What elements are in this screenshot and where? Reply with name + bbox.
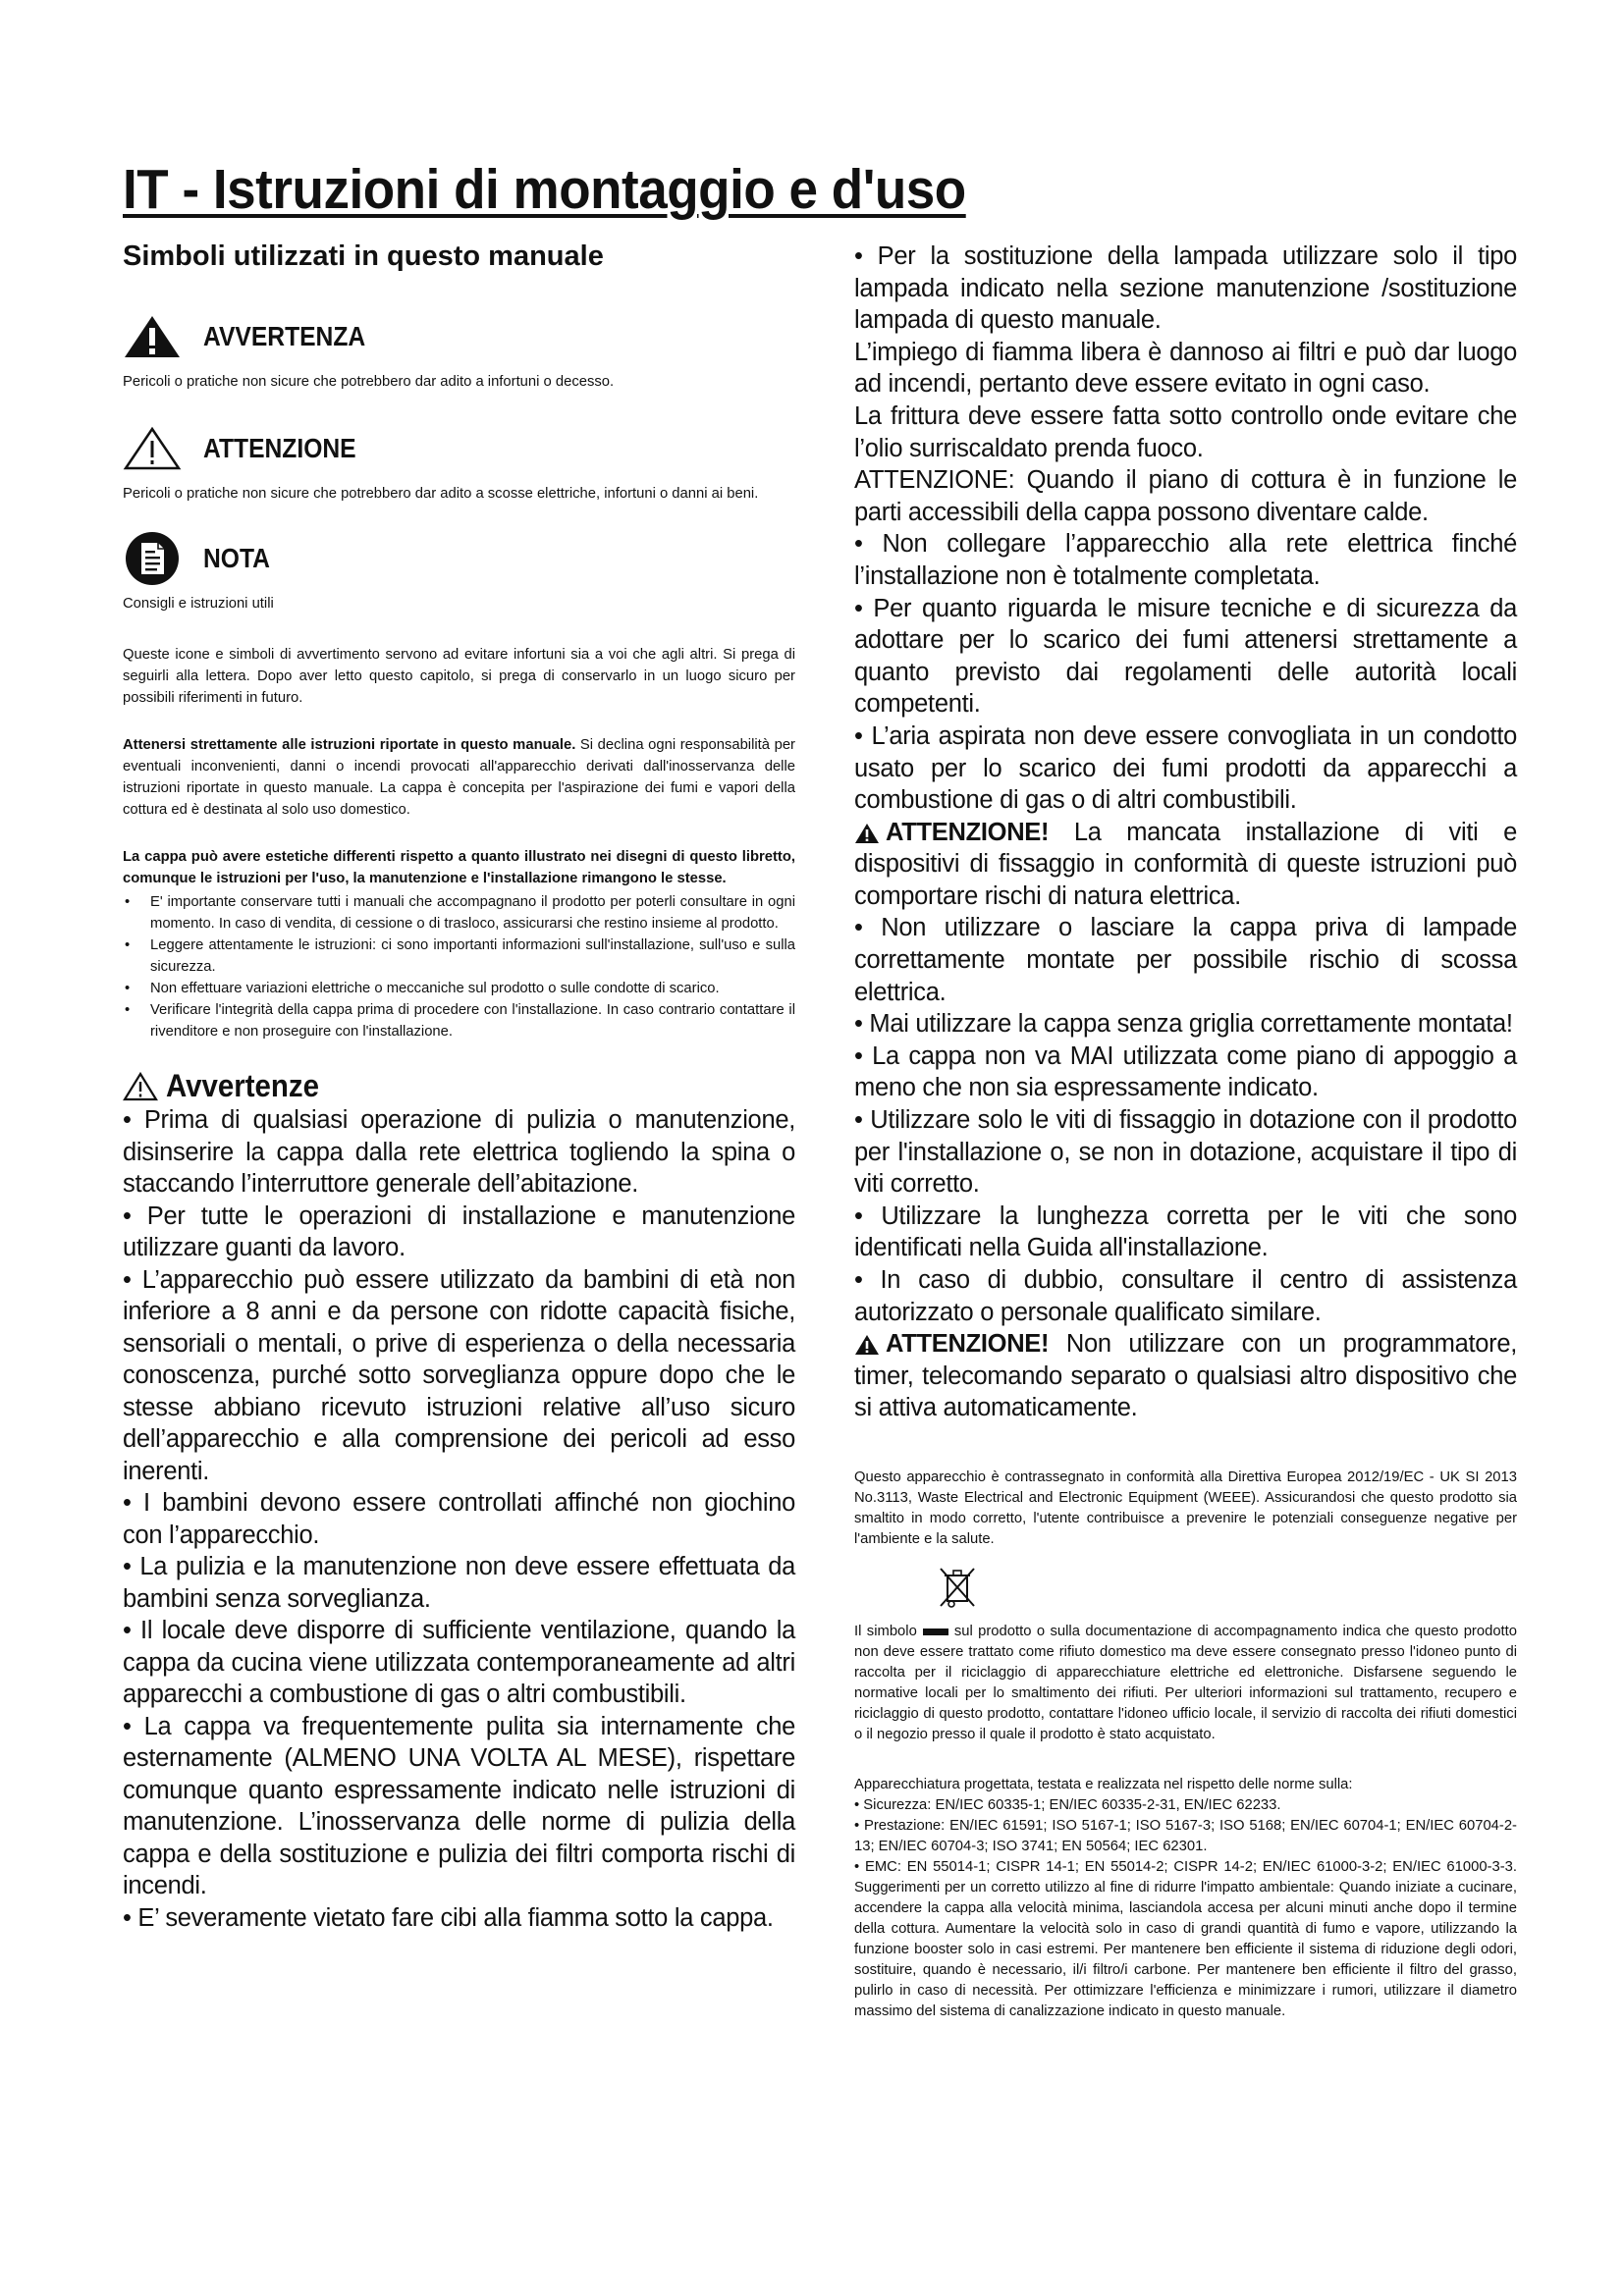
symbol-description: Consigli e istruzioni utili xyxy=(123,596,274,612)
warning-outline-icon xyxy=(123,426,182,471)
intro-bullet-list xyxy=(123,891,795,1042)
weee-symbol-paragraph xyxy=(854,1622,1517,1745)
symbol-nota xyxy=(123,528,795,589)
symbol-label: ATTENZIONE xyxy=(203,433,356,463)
left-column xyxy=(123,240,795,1934)
attention-text: Non utilizzare con un programmatore, timer, telecomando separato o qualsiasi altro dispositivo che si attiva automaticamente. xyxy=(854,1330,1517,1422)
weee-paragraph: Questo apparecchio è contrassegnato in conformità alla Direttiva Europea 2012/19/EC - UK SI 2013 No.3113, Waste Electrical and Electronic Equipment (WEEE). Assicurandosi che questo prodotto sia smaltito in modo corretto, l'utente contribuisce a prevenire le potenziali conseguenze negative per l'ambiente e la salute. xyxy=(854,1468,1517,1547)
intro-bold: Attenersi strettamente alle istruzioni riportate in questo manuale. xyxy=(123,737,576,753)
warning-item: • I bambini devono essere controllati affinché non giochino con l’apparecchio. xyxy=(123,1489,795,1549)
attention-label: ATTENZIONE! xyxy=(886,818,1050,846)
list-item: • E' importante conservare tutti i manuali che accompagnano il prodotto per poterli consultare in ogni momento. In caso di vendita, di cessione o di trasloco, assicurarsi che restino insieme al prodotto. xyxy=(150,891,795,934)
warning-item: • La cappa va frequentemente pulita sia internamente che esternamente (ALMENO UNA VOLTA AL MESE), rispettare comunque quanto espressamente indicato nelle istruzioni di manutenzione. L’inosservanza delle norme di pulizia della cappa e della sostituzione e pulizia dei filtri comporta rischi di incendi. xyxy=(123,1712,795,1899)
warning-item: • Per tutte le operazioni di installazione e manutenzione utilizzare guanti da lavoro. xyxy=(123,1201,795,1261)
warning-outline-icon xyxy=(123,1072,158,1101)
list-item: • Leggere attentamente le istruzioni: ci sono importanti informazioni sull'installazione, sull'uso e sulla sicurezza. xyxy=(150,934,795,978)
warning-item: • E’ severamente vietato fare cibi alla fiamma sotto la cappa. xyxy=(123,1903,774,1932)
warning-item: ATTENZIONE: Quando il piano di cottura è in funzione le parti accessibili della cappa possono diventare calde. xyxy=(854,466,1517,526)
list-item: • Verificare l'integrità della cappa prima di procedere con l'installazione. In caso contrario contattare il rivenditore e non proseguire con l'installazione. xyxy=(150,999,795,1042)
symbol-attenzione xyxy=(123,418,795,479)
symbols-heading: Simboli utilizzati in questo manuale xyxy=(123,240,604,272)
warning-item: • La pulizia e la manutenzione non deve essere effettuata da bambini senza sorveglianza. xyxy=(123,1553,795,1613)
warning-item: • Per quanto riguarda le misure tecniche e di sicurezza da adottare per lo scarico dei fumi attenersi strettamente a quanto previsto dai regolamenti delle autorità locali competenti. xyxy=(854,594,1517,719)
symbol-avvertenza xyxy=(123,306,795,367)
warning-item: • Il locale deve disporre di sufficiente ventilazione, quando la cappa da cucina viene utilizzata contemporaneamente ad altri apparecchi a combustione di gas o altri combustibili. xyxy=(123,1617,795,1708)
warning-item: • La cappa non va MAI utilizzata come piano di appoggio a meno che non sia espressamente indicato. xyxy=(854,1041,1517,1102)
warning-item: • In caso di dubbio, consultare il centro di assistenza autorizzato o personale qualificato similare. xyxy=(854,1266,1517,1326)
attention-label: ATTENZIONE! xyxy=(886,1330,1050,1359)
warning-item: • L’aria aspirata non deve essere convogliata in un condotto usato per lo scarico dei fumi prodotti da apparecchi a combustione di gas o di altri combustibili. xyxy=(854,721,1517,815)
norms-intro: Apparecchiatura progettata, testata e realizzata nel rispetto delle norme sulla: xyxy=(854,1776,1353,1792)
symbol-label: AVVERTENZA xyxy=(203,321,366,351)
warning-item: • Non collegare l’apparecchio alla rete elettrica finché l’installazione non è totalmente completata. xyxy=(854,530,1517,590)
warning-filled-icon xyxy=(123,314,182,359)
symbol-label: NOTA xyxy=(203,543,270,573)
symbol-description: Pericoli o pratiche non sicure che potrebbero dar adito a scosse elettriche, infortuni o danni ai beni. xyxy=(123,486,759,502)
warning-item: • Prima di qualsiasi operazione di pulizia o manutenzione, disinserire la cappa dalla rete elettrica togliendo la spina o staccando l’interruttore generale dell’abitazione. xyxy=(123,1106,795,1198)
norms-item: • EMC: EN 55014-1; CISPR 14-1; EN 55014-2; CISPR 14-2; EN/IEC 61000-3-2; EN/IEC 61000-3-3. Suggerimenti per un corretto utilizzo al fine di ridurre l'impatto ambientale: Quando iniziate a cucinare, accendere la cappa alla velocità minima, lasciandola accesa per alcuni minuti anche dopo il termine della cottura. Aumentare la velocità solo in caso di grandi quantità di fumo e vapore, utilizzando la funzione booster solo in casi estremi. Per mantenere ben efficiente il sistema di riduzione degli odori, sostituire, quando è necessario, il/i filtro/i carbone. Per mantenere ben efficiente il filtro del grasso, pulirlo in caso di necessità. Per ottimizzare l'efficienza e minimizzare i rumori, utilizzare il diametro massimo del sistema di canalizzazione indicato in questo manuale. xyxy=(854,1858,1517,2019)
crossed-bin-icon xyxy=(938,1566,977,1609)
warning-item: L’impiego di fiamma libera è dannoso ai filtri e può dar luogo ad incendi, pertanto deve essere evitato in ogni caso. xyxy=(854,338,1517,399)
weee-text-b: sul prodotto o sulla documentazione di accompagnamento indica che questo prodotto non deve essere trattato come rifiuto domestico ma deve essere consegnato presso l'idoneo punto di raccolta per il riciclaggio di apparecchiature elettriche ed elettroniche. Disfarsene seguendo le normative locali per lo smaltimento dei rifiuti. Per ulteriori informazioni sul trattamento, recupero e riciclaggio di questo prodotto, contattare l'idoneo ufficio locale, il servizio di raccolta dei rifiuti domestici o il negozio presso il quale il prodotto è stato acquistato. xyxy=(854,1623,1518,1742)
intro-text: Si declina ogni responsabilità per eventuali inconvenienti, danni o incendi provocati all'apparecchio derivati dall'inosservanza delle istruzioni riportate in questo manuale. La cappa è concepita per l'aspirazione dei fumi e vapori della cottura ed è destinata al solo uso domestico. xyxy=(123,737,795,818)
norms-item: • Sicurezza: EN/IEC 60335-1; EN/IEC 60335-2-31, EN/IEC 62233. xyxy=(854,1796,1281,1813)
warning-item: • Per la sostituzione della lampada utilizzare solo il tipo lampada indicato nella sezione manutenzione /sostituzione lampada di questo manuale. xyxy=(854,242,1517,335)
intro-paragraph-3: La cappa può avere estetiche differenti rispetto a quanto illustrato nei disegni di questo libretto, comunque le istruzioni per l'uso, la manutenzione e l'installazione rimangono le stesse. xyxy=(123,849,795,886)
weee-text-a: Il simbolo xyxy=(854,1623,917,1639)
warning-item: • L’apparecchio può essere utilizzato da bambini di età non inferiore a 8 anni e da persone con ridotte capacità fisiche, sensoriali o mentali, o prive di esperienza o della necessaria conoscenza, purché sotto sorveglianza oppure dopo che le stesse abbiano ricevuto istruzioni relative all’uso sicuro dell’apparecchio e alla comprensione dei pericoli ad esso inerenti. xyxy=(123,1265,795,1485)
warning-item: • Utilizzare solo le viti di fissaggio in dotazione con il prodotto per l'installazione o, se non in dotazione, acquistare il tipo di viti corretto. xyxy=(854,1106,1517,1199)
page-title: IT - Istruzioni di montaggio e d'uso xyxy=(123,158,966,221)
intro-paragraph: Queste icone e simboli di avvertimento servono ad evitare infortuni sia a voi che agli altri. Si prega di seguirli alla lettera. Dopo aver letto questo capitolo, si prega di conservarlo in un luogo sicuro per possibili riferimenti in futuro. xyxy=(123,647,795,706)
norms-item: • Prestazione: EN/IEC 61591; ISO 5167-1; ISO 5167-3; ISO 5168; EN/IEC 60704-1; EN/IEC 60704-2-13; EN/IEC 60704-3; ISO 3741; EN 50564; IEC 62301. xyxy=(854,1817,1517,1854)
warning-filled-icon xyxy=(854,823,880,844)
weee-bar-icon xyxy=(923,1629,948,1635)
warning-item: • Non utilizzare o lasciare la cappa priva di lampade correttamente montate per possibile rischio di scossa elettrica. xyxy=(854,914,1517,1006)
warning-item: La frittura deve essere fatta sotto controllo onde evitare che l’olio surriscaldato prenda fuoco. xyxy=(854,401,1517,462)
list-item: • Non effettuare variazioni elettriche o meccaniche sul prodotto o sulle condotte di scarico. xyxy=(150,978,795,999)
right-column xyxy=(854,240,1517,2022)
note-document-icon xyxy=(123,529,182,588)
warning-filled-icon xyxy=(854,1334,880,1356)
intro-paragraph-2 xyxy=(123,734,795,821)
symbol-description: Pericoli o pratiche non sicure che potrebbero dar adito a infortuni o decesso. xyxy=(123,374,615,390)
weee-symbol xyxy=(938,1566,1517,1614)
warnings-heading xyxy=(123,1068,795,1104)
attention-notice xyxy=(854,817,1517,913)
warning-item: • Mai utilizzare la cappa senza griglia correttamente montata! xyxy=(854,1010,1513,1039)
warnings-title: Avvertenze xyxy=(166,1068,319,1103)
attention-text: La mancata installazione di viti e dispositivi di fissaggio in conformità di queste istruzioni può comportare rischi di natura elettrica. xyxy=(854,818,1517,910)
attention-notice xyxy=(854,1328,1517,1424)
warning-item: • Utilizzare la lunghezza corretta per le viti che sono identificati nella Guida all'installazione. xyxy=(854,1201,1517,1262)
